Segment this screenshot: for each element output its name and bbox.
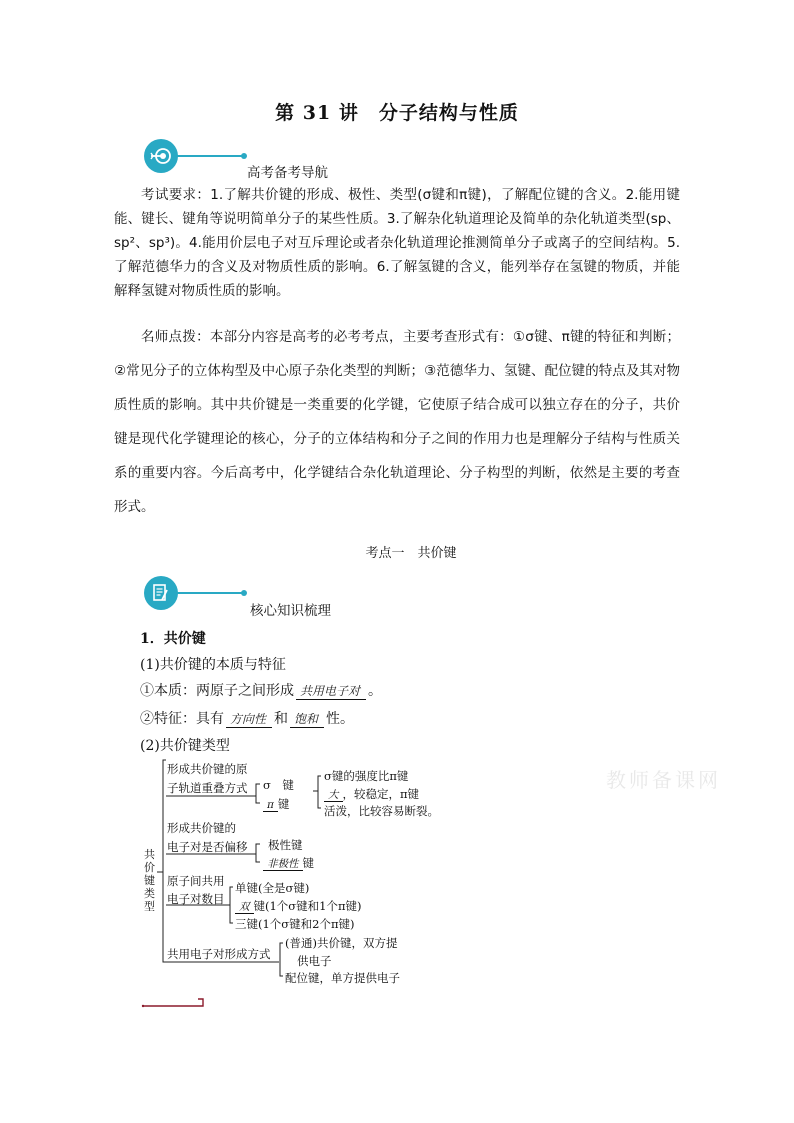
essence-suffix: 。 xyxy=(368,683,383,699)
sigma-bond: σ 键 xyxy=(263,778,294,792)
overlap-label-1: 形成共价键的原 xyxy=(167,762,248,776)
topic-heading: 考点一 共价键 xyxy=(365,546,457,561)
essence-prefix: ①本质：两原子之间形成 xyxy=(140,683,294,699)
double-bond xyxy=(235,898,362,914)
feature-suffix: 性。 xyxy=(326,711,355,727)
subheading-essence: (1)共价键的本质与特征 xyxy=(140,657,286,673)
page-title: 第 31 讲 分子结构与性质 xyxy=(275,102,519,124)
normal-bond-1: (普通)共价键，双方提 xyxy=(285,936,398,950)
nonpolar-bond xyxy=(263,855,314,871)
teacher-tips: 名师点拨：本部分内容是高考的必考考点，主要考查形式有：①σ键、π键的特征和判断；②常见分子的立体构型及中心原子杂化类型的判断；③范德华力、氢键、配位键的特点及其对物质性质的影响。其中共价键是一类重要的化学键，它使原子结合成可以独立存在的分子，共价键是现代化学键理论的核心，分子的立体结构和分子之间的作用力也是理解分子结构与性质关系的重要内容。今后高考中，化学键结合杂化轨道理论、分子构型的判断，依然是主要的考查形式。 xyxy=(114,329,680,515)
triple-bond: 三键(1个σ键和2个π键) xyxy=(235,917,355,931)
diagram-root: 共价键类型 xyxy=(144,848,155,913)
provide-label: 共用电子对形成方式 xyxy=(167,947,271,961)
compare-line-3: 活泼，比较容易断裂。 xyxy=(324,804,439,818)
red-bracket-mark xyxy=(140,996,210,1010)
essence-answer: 共用电子对 xyxy=(296,682,366,700)
coordinate-bond: 配位键，单方提供电子 xyxy=(285,971,400,985)
feature-mid: 和 xyxy=(274,711,289,727)
overlap-label-2: 子轨道重叠方式 xyxy=(167,781,248,795)
section-label-guide: 高考备考导航 xyxy=(247,165,328,181)
section-label-knowledge: 核心知识梳理 xyxy=(250,603,331,619)
polar-bond: 极性键 xyxy=(268,838,303,852)
normal-bond-2: 供电子 xyxy=(297,954,332,968)
compare-line-2 xyxy=(324,786,419,802)
compare-answer: 大 xyxy=(324,789,343,802)
watermark: 教师备课网 xyxy=(606,768,721,792)
nonpolar-suffix: 键 xyxy=(302,856,314,870)
feature-prefix: ②特征：具有 xyxy=(140,711,224,727)
double-suffix: 键(1个σ键和1个π键) xyxy=(253,899,362,913)
nonpolar-answer: 非极性 xyxy=(263,858,303,871)
feature-answer-1: 方向性 xyxy=(226,710,272,728)
exam-requirements: 考试要求：1.了解共价键的形成、极性、类型(σ键和π键)，了解配位键的含义。2.能用键能、键长、键角等说明简单分子的某些性质。3.了解杂化轨道理论及简单的杂化轨道类型(sp、sp²、sp³)。4.能用价层电子对互斥理论或者杂化轨道理论推测简单分子或离子的空间结构。5.了解范德华力的含义及对物质性质的影响。6.了解氢键的含义，能列举存在氢键的物质，并能解释氢键对物质性质的影响。 xyxy=(114,187,680,299)
single-bond: 单键(全是σ键) xyxy=(235,881,310,895)
shift-label-2: 电子对是否偏移 xyxy=(167,840,248,854)
count-label-2: 电子对数目 xyxy=(167,892,225,906)
compare-line-1: σ键的强度比π键 xyxy=(324,769,409,783)
subheading-types: (2)共价键类型 xyxy=(140,738,230,754)
feature-answer-2: 饱和 xyxy=(290,710,324,728)
compare-rest: ，较稳定，π键 xyxy=(342,787,420,801)
pi-answer: π xyxy=(263,799,278,812)
pi-bond xyxy=(263,796,289,812)
count-label-1: 原子间共用 xyxy=(167,874,225,888)
pi-suffix: 键 xyxy=(277,797,290,811)
heading-covalent-bond: 1．共价键 xyxy=(140,631,206,647)
double-answer: 双 xyxy=(235,901,254,914)
shift-label-1: 形成共价键的 xyxy=(167,821,236,835)
